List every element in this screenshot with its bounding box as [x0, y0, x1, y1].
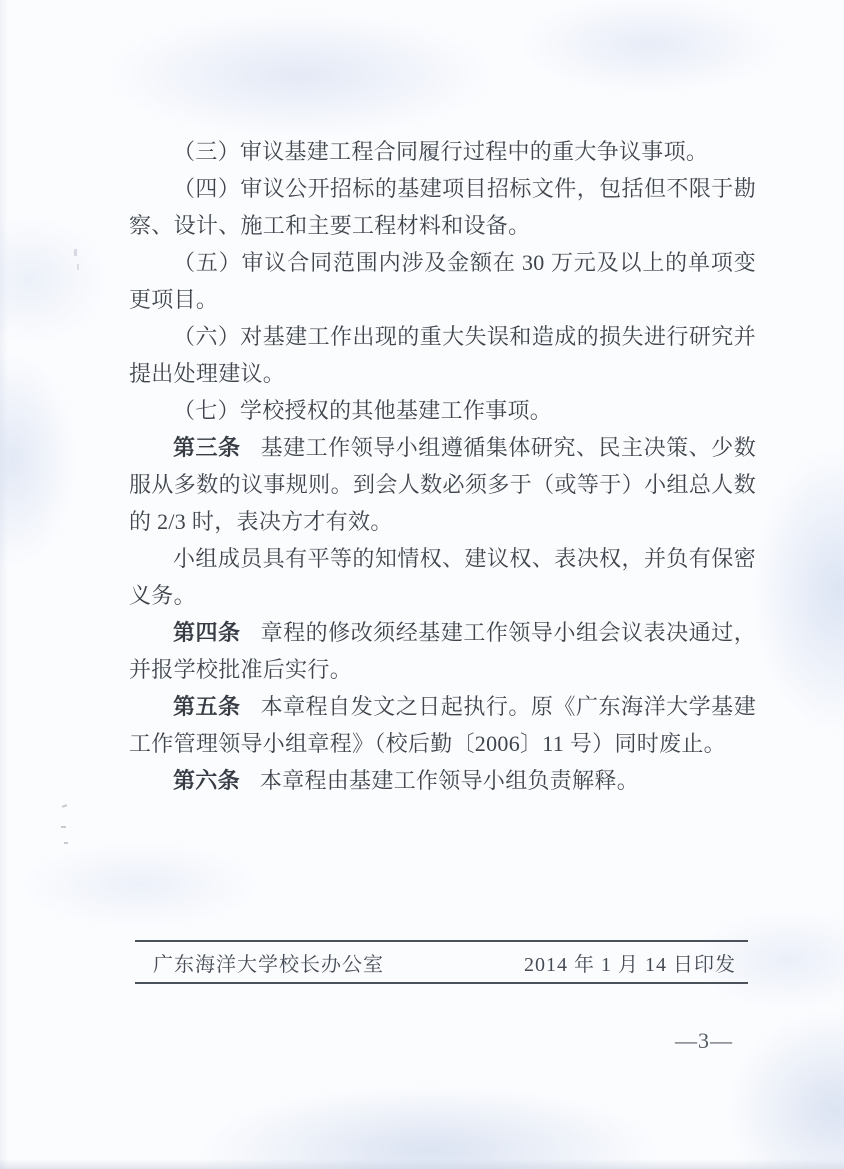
paragraph-text: （五）审议合同范围内涉及金额在 30 万元及以上的单项变更项目。 [129, 250, 756, 312]
paragraph-text: （三）审议基建工程合同履行过程中的重大争议事项。 [173, 139, 709, 164]
page-number: —3— [675, 1028, 733, 1053]
article-number: 第四条 [173, 620, 241, 645]
paragraph-text: 章程的修改须经基建工作领导小组会议表决通过，并报学校批准后实行。 [129, 620, 756, 682]
paragraph [129, 762, 756, 799]
scan-speck [64, 842, 68, 844]
article-number: 第三条 [173, 435, 241, 460]
paragraph-text: 基建工作领导小组遵循集体研究、民主决策、少数服从多数的议事规则。到会人数必须多于（或等于）小组总人数的 2/3 时，表决方才有效。 [129, 435, 756, 534]
paragraph [129, 133, 756, 170]
paragraph [129, 614, 756, 688]
paragraph [129, 170, 756, 244]
paragraph-text: 本章程由基建工作领导小组负责解释。 [259, 768, 640, 793]
paragraph [129, 429, 756, 540]
paragraph [129, 392, 756, 429]
paragraph-text: （四）审议公开招标的基建项目招标文件，包括但不限于勘察、设计、施工和主要工程材料和设备。 [129, 176, 756, 238]
article-number: 第六条 [173, 768, 240, 793]
paragraph-text: （六）对基建工作出现的重大失误和造成的损失进行研究并提出处理建议。 [129, 324, 756, 386]
scan-speck [61, 826, 66, 828]
paragraph [129, 688, 756, 762]
article-number: 第五条 [173, 694, 241, 719]
paragraph-text: 本章程自发文之日起执行。原《广东海洋大学基建工作管理领导小组章程》（校后勤〔2006〕11 号）同时废止。 [129, 694, 756, 756]
paragraph [129, 318, 756, 392]
print-date: 2014 年 1 月 14 日印发 [524, 953, 736, 976]
document-body [129, 133, 756, 799]
colophon-bar [135, 940, 748, 984]
scan-speck [62, 804, 67, 808]
scan-speck [74, 249, 77, 256]
issuing-office: 广东海洋大学校长办公室 [153, 953, 384, 976]
paragraph [129, 540, 756, 614]
paragraph-text: 小组成员具有平等的知情权、建议权、表决权，并负有保密义务。 [129, 546, 756, 608]
scan-speck [77, 264, 79, 270]
paragraph [129, 244, 756, 318]
paragraph-text: （七）学校授权的其他基建工作事项。 [173, 398, 553, 423]
